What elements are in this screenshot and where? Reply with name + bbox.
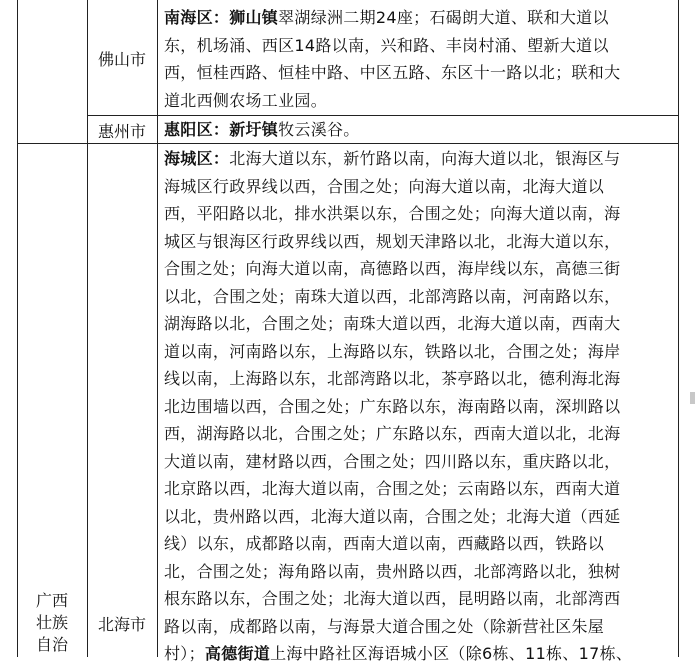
text-run: 北边围墙以西，合围之处；广东路以东，海南路以南，深圳路以 — [164, 396, 621, 416]
text-run: 上海中路社区海语城小区（除6栋、11栋、17栋、 — [270, 644, 633, 663]
text-line — [164, 145, 632, 173]
text-line — [164, 255, 632, 283]
city-cell-foshan: 佛山市 — [97, 50, 146, 69]
text-run: 根东路以东，合围之处；北海大道以西，昆明路以南，北部湾西 — [164, 589, 621, 608]
text-run: 西，恒桂西路、恒桂中路、中区五路、东区十一路以北；联和大 — [164, 63, 621, 82]
text-line — [164, 640, 632, 668]
province-cell-guangxi — [20, 590, 84, 656]
area-description-beihai — [164, 145, 632, 668]
province-line: 壮族 — [35, 613, 68, 632]
text-run: 北京路以西，北海大道以南，合围之处；云南路以东，西南大道 — [164, 479, 621, 498]
table-border-col1 — [87, 0, 88, 657]
text-line — [164, 585, 632, 613]
scrollbar-thumb[interactable] — [690, 392, 695, 404]
text-line — [164, 32, 620, 60]
bold-run: 海城区： — [164, 149, 230, 168]
bold-run: 惠阳区： — [164, 120, 230, 139]
city-cell-beihai: 北海市 — [97, 615, 146, 634]
text-line — [164, 173, 632, 201]
city-cell-huizhou: 惠州市 — [97, 122, 146, 141]
text-line — [164, 116, 360, 144]
text-line — [164, 87, 620, 115]
bold-run: 新圩镇 — [229, 120, 279, 139]
text-line — [164, 393, 632, 421]
table-border-left — [17, 0, 18, 657]
text-run: 大道以南，建材路以西，合围之处；四川路以东，重庆路以北， — [164, 451, 621, 471]
table-border-col2 — [157, 0, 158, 657]
text-run: 线以南，上海路以东，北部湾路以北，茶亭路以北，德利海北海 — [164, 369, 621, 388]
text-run: 东，机场涌、西区14路以南，兴和路、丰岗村涌、塱新大道以 — [164, 35, 609, 55]
table-border-right — [678, 0, 679, 657]
text-line — [164, 365, 632, 393]
text-line — [164, 228, 632, 256]
text-lines — [164, 4, 620, 114]
text-lines — [164, 145, 632, 668]
text-line — [164, 558, 632, 586]
text-line — [164, 503, 632, 531]
text-run: 道北西侧农场工业园。 — [164, 90, 328, 110]
province-line: 广西 — [35, 591, 68, 610]
bold-run: 狮山镇 — [229, 8, 279, 27]
province-line: 自治 — [35, 635, 68, 654]
text-lines — [164, 116, 360, 144]
text-run: 以北，合围之处；南珠大道以西，北部湾路以南，河南路以东， — [164, 286, 621, 306]
text-run: 海城区行政界线以西，合围之处；向海大道以南，北海大道以 — [164, 176, 605, 196]
text-line — [164, 448, 632, 476]
text-run: 湖海路以北，合围之处；南珠大道以西，北海大道以南，西南大 — [164, 314, 621, 333]
text-line — [164, 338, 632, 366]
text-run: 翠湖绿洲二期24座；石碣朗大道、联和大道以 — [278, 8, 609, 27]
text-line — [164, 475, 632, 503]
text-line — [164, 530, 632, 558]
text-run: 西，平阳路以北，排水洪渠以东，合围之处；向海大道以南，海 — [164, 204, 621, 223]
text-line — [164, 200, 632, 228]
text-run: 西，湖海路以北，合围之处；广东路以东，西南大道以北，北海 — [164, 424, 621, 443]
text-line — [164, 59, 620, 87]
text-run: 合围之处；向海大道以南，高德路以西，海岸线以东，高德三街 — [164, 259, 621, 278]
text-run: 北，合围之处；海角路以南，贵州路以西，北部湾路以北，独树 — [164, 561, 621, 581]
area-description-foshan — [164, 4, 620, 114]
text-line — [164, 613, 632, 641]
text-run: 路以南，成都路以南，与海景大道合围之处（除新营社区朱屋 — [164, 616, 605, 636]
text-run: 村）； — [164, 644, 205, 663]
text-line — [164, 4, 620, 32]
text-line — [164, 310, 632, 338]
text-run: 城区与银海区行政界线以西，规划天津路以北，北海大道以东， — [164, 231, 621, 251]
bold-run: 高德街道 — [204, 644, 271, 663]
bold-run: 南海区： — [164, 8, 230, 27]
text-run: 牧云溪谷。 — [278, 120, 360, 139]
text-run: 线）以东，成都路以南，西南大道以南，西藏路以西，铁路以 — [164, 534, 605, 553]
text-run: 以北，贵州路以西，北海大道以南，合围之处；北海大道（西延 — [164, 506, 621, 526]
area-description-huizhou — [164, 116, 360, 144]
text-line — [164, 283, 632, 311]
text-run: 北海大道以东，新竹路以南，向海大道以北，银海区与 — [229, 149, 621, 168]
text-run: 道以南，河南路以东，上海路以东，铁路以北，合围之处；海岸 — [164, 341, 621, 361]
text-line — [164, 420, 632, 448]
